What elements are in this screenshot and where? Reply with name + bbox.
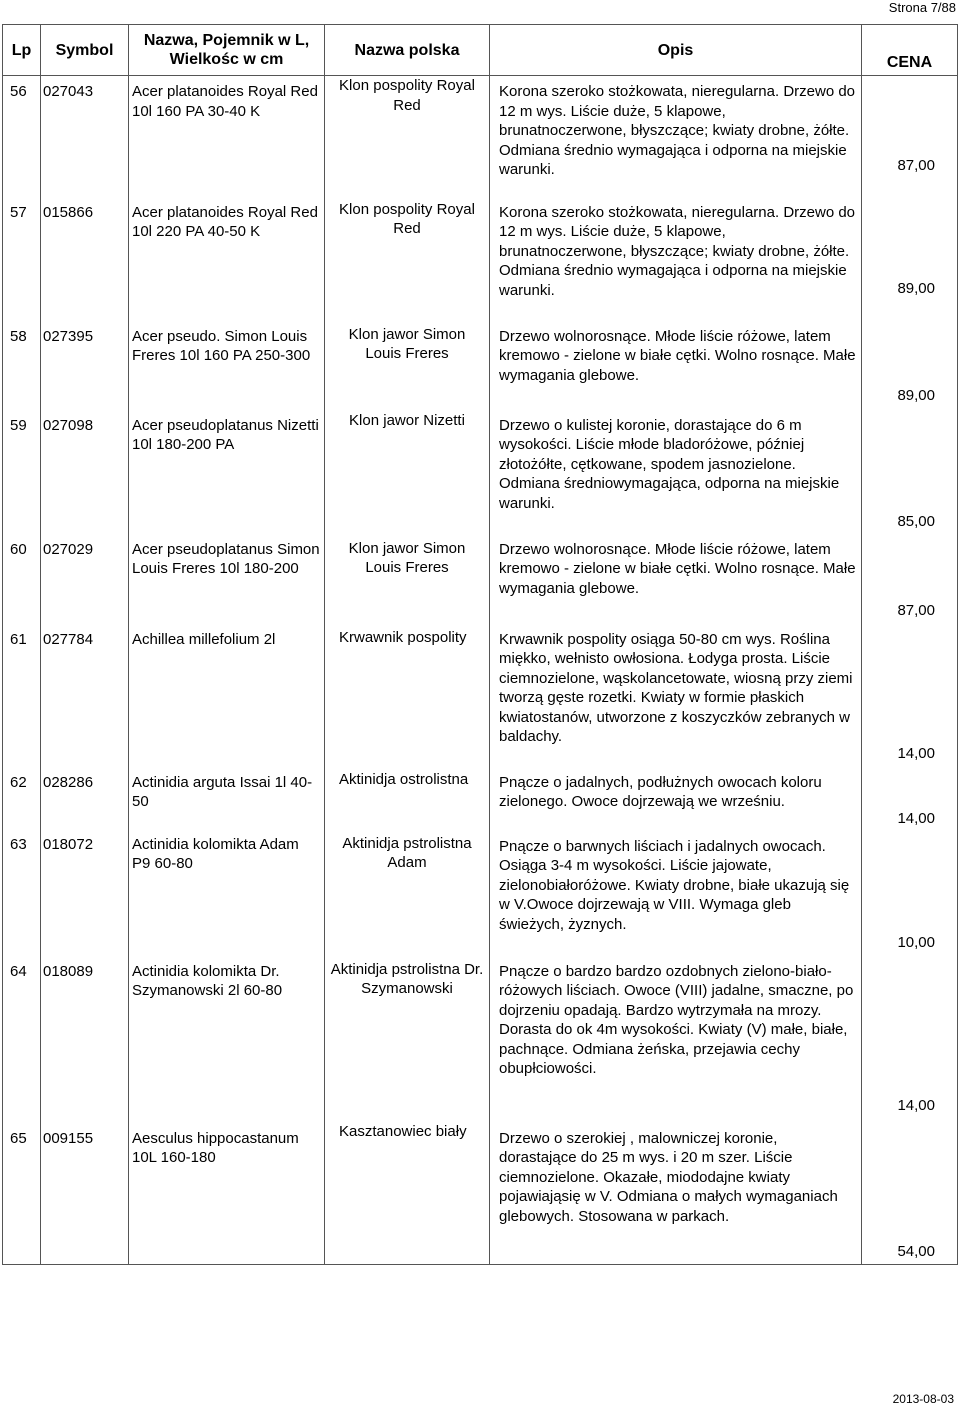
row-nazwa: Aesculus hippocastanum 10L 160-180 [129,1122,325,1265]
row-symbol: 027043 [41,76,129,200]
row-nazwa: Acer pseudoplatanus Simon Louis Freres 10l 180-200 [129,539,325,628]
row-opis: Drzewo wolnorosnące. Młode liście różowe, latem kremowo - zielone w białe cętki. Wolno rosnące. Małe wymagania glebowe. [490,325,862,411]
price-list-table [2,24,958,1265]
row-cena-cell [862,834,958,960]
row-price: 89,00 [897,386,935,404]
row-nazwa: Actinidia kolomikta Adam P9 60-80 [129,834,325,960]
row-price: 54,00 [897,1242,935,1260]
row-lp: 56 [3,76,41,200]
header-cena [862,25,958,76]
header-symbol: Symbol [41,25,129,76]
row-price: 89,00 [897,279,935,297]
header-cena-label: CENA [886,54,933,71]
row-polska: Aktinidja pstrolistna Adam [325,834,490,960]
row-symbol: 027098 [41,411,129,539]
row-symbol: 027029 [41,539,129,628]
row-lp: 64 [3,960,41,1122]
row-cena-cell [862,411,958,539]
row-symbol: 009155 [41,1122,129,1265]
row-lp: 60 [3,539,41,628]
table-row [3,628,958,770]
row-opis: Pnącze o barwnych liściach i jadalnych owocach. Osiąga 3-4 m wysokości. Liście jajowate, zielonobiałoróżowe. Kwiaty drobne, białe ukazują się w V.Owoce dojrzewają w VIII. Wymaga gleb świeżych, żyznych. [490,834,862,960]
row-cena-cell [862,76,958,200]
table-row [3,539,958,628]
row-price: 14,00 [897,744,935,762]
row-symbol: 027784 [41,628,129,770]
row-lp: 57 [3,200,41,325]
table-row [3,770,958,834]
row-cena-cell [862,1122,958,1265]
table-header-row [3,25,958,76]
row-lp: 58 [3,325,41,411]
row-opis: Pnącze o bardzo bardzo ozdobnych zielono-biało-różowych liściach. Owoce (VIII) jadalne, smaczne, po dojrzeniu opadają. Bardzo wytrzymała na mrozy. Dorasta do ok 4m wysokości. Kwiaty (V) małe, białe, pachnące. Odmiana żeńska, przejawia cechy obupłciowości. [490,960,862,1122]
row-polska: Klon jawor Nizetti [325,411,490,539]
row-nazwa: Acer pseudoplatanus Nizetti 10l 180-200 PA [129,411,325,539]
row-cena-cell [862,200,958,325]
row-nazwa: Acer pseudo. Simon Louis Freres 10l 160 PA 250-300 [129,325,325,411]
row-opis: Drzewo o szerokiej , malowniczej koronie, dorastające do 25 m wys. i 20 m szer. Liście ciemnozielone. Okazałe, miododajne kwiaty pojawiająsię w V. Odmiana o małych wymaganiach glebowych. Stosowana w parkach. [490,1122,862,1265]
table-row [3,834,958,960]
row-opis: Korona szeroko stożkowata, nieregularna. Drzewo do 12 m wys. Liście duże, 5 klapowe, brunatnoczerwone, błyszczące; kwiaty drobne, żółte. Odmiana średnio wymagająca i odporna na miejskie warunki. [490,200,862,325]
footer-date: 2013-08-03 [892,1392,954,1406]
row-lp: 62 [3,770,41,834]
row-nazwa: Actinidia arguta Issai 1l 40-50 [129,770,325,834]
row-opis: Drzewo wolnorosnące. Młode liście różowe, latem kremowo - zielone w białe cętki. Wolno rosnące. Małe wymagania glebowe. [490,539,862,628]
row-polska: Aktinidja ostrolistna [325,770,490,834]
row-symbol: 028286 [41,770,129,834]
table-row [3,960,958,1122]
row-price: 14,00 [897,809,935,827]
table-row [3,200,958,325]
table-row [3,411,958,539]
header-opis: Opis [490,25,862,76]
header-nazwa: Nazwa, Pojemnik w L, Wielkośc w cm [129,25,325,76]
row-polska: Aktinidja pstrolistna Dr. Szymanowski [325,960,490,1122]
row-nazwa: Actinidia kolomikta Dr. Szymanowski 2l 60-80 [129,960,325,1122]
row-polska: Klon jawor Simon Louis Freres [325,325,490,411]
row-polska: Klon pospolity Royal Red [325,76,490,200]
row-price: 87,00 [897,601,935,619]
row-price: 85,00 [897,512,935,530]
row-cena-cell [862,325,958,411]
row-cena-cell [862,770,958,834]
row-opis: Krwawnik pospolity osiąga 50-80 cm wys. Roślina miękko, wełnisto owłosiona. Łodyga prosta. Liście ciemnozielone, wąskolancetowate, wiosną przy ziemi tworzą gęste rozetki. Kwiaty w formie płaskich kwiatostanów, utworzone z koszyczków zebranych w baldachy. [490,628,862,770]
row-nazwa: Achillea millefolium 2l [129,628,325,770]
row-lp: 59 [3,411,41,539]
row-opis: Drzewo o kulistej koronie, dorastające do 6 m wysokości. Liście młode bladoróżowe, później złotożółte, cętkowane, spodem jasnozielone. Odmiana średniowymagająca, odporna na miejskie warunki. [490,411,862,539]
row-symbol: 027395 [41,325,129,411]
row-cena-cell [862,628,958,770]
row-nazwa: Acer platanoides Royal Red 10l 160 PA 30-40 K [129,76,325,200]
row-polska: Kasztanowiec biały [325,1122,490,1265]
row-symbol: 018089 [41,960,129,1122]
header-polska: Nazwa polska [325,25,490,76]
table-row [3,76,958,200]
row-polska: Klon pospolity Royal Red [325,200,490,325]
row-price: 14,00 [897,1096,935,1114]
row-lp: 63 [3,834,41,960]
page-number: Strona 7/88 [888,0,956,15]
row-polska: Klon jawor Simon Louis Freres [325,539,490,628]
row-price: 87,00 [897,157,935,174]
row-symbol: 015866 [41,200,129,325]
row-opis: Pnącze o jadalnych, podłużnych owocach koloru zielonego. Owoce dojrzewają we wrześniu. [490,770,862,834]
header-lp: Lp [3,25,41,76]
row-symbol: 018072 [41,834,129,960]
row-lp: 61 [3,628,41,770]
row-polska: Krwawnik pospolity [325,628,490,770]
row-opis: Korona szeroko stożkowata, nieregularna. Drzewo do 12 m wys. Liście duże, 5 klapowe, brunatnoczerwone, błyszczące; kwiaty drobne, żółte. Odmiana średnio wymagająca i odporna na miejskie warunki. [490,76,862,200]
table-row [3,325,958,411]
table-row [3,1122,958,1265]
row-cena-cell [862,539,958,628]
row-nazwa: Acer platanoides Royal Red 10l 220 PA 40-50 K [129,200,325,325]
row-lp: 65 [3,1122,41,1265]
row-cena-cell [862,960,958,1122]
row-price: 10,00 [897,933,935,951]
